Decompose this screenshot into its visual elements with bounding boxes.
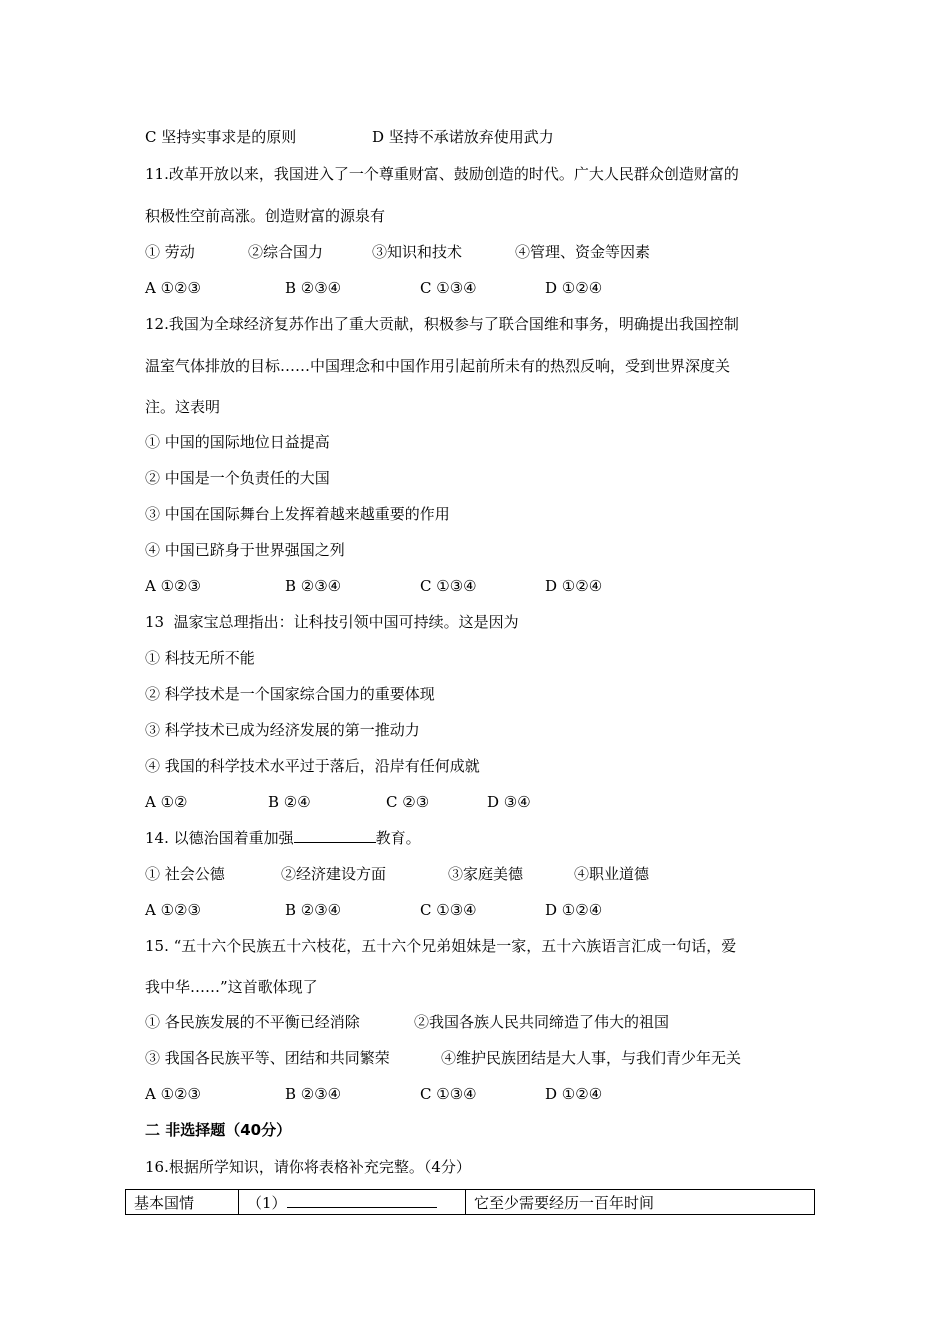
- q12-choice-a: A ①②③: [145, 577, 201, 595]
- q14-blank[interactable]: [294, 828, 376, 843]
- q15-choice-d: D ①②④: [545, 1085, 603, 1103]
- q15-choice-c: C ①③④: [420, 1085, 477, 1103]
- table-cell: 它至少需要经历一百年时间: [466, 1190, 815, 1215]
- table-cell: [239, 1190, 466, 1215]
- q14-stem-a: 14. 以德治国着重加强: [145, 829, 294, 847]
- q12-item: ② 中国是一个负责任的大国: [145, 469, 330, 487]
- q14-item: ②经济建设方面: [281, 865, 387, 883]
- q13-choice-c: C ②③: [386, 793, 430, 811]
- q15-stem-line2: 我中华……”这首歌体现了: [145, 978, 318, 996]
- q12-item: ④ 中国已跻身于世界强国之列: [145, 541, 345, 559]
- q10-option-d: D 坚持不承诺放弃使用武力: [372, 128, 554, 146]
- q14-item: ④职业道德: [574, 865, 650, 883]
- q16-stem: 16.根据所学知识，请你将表格补充完整。（4分）: [145, 1158, 471, 1176]
- q15-item: ④维护民族团结是大人事，与我们青少年无关: [441, 1049, 742, 1067]
- q11-item: ③知识和技术: [372, 243, 463, 261]
- q14-item: ① 社会公德: [145, 865, 225, 883]
- q10-option-c: C 坚持实事求是的原则: [145, 128, 297, 146]
- q11-choice-a: A ①②③: [145, 279, 201, 297]
- q11-item: ① 劳动: [145, 243, 195, 261]
- q12-choice-c: C ①③④: [420, 577, 477, 595]
- q11-item: ④管理、资金等因素: [515, 243, 651, 261]
- table-cell: 基本国情: [126, 1190, 239, 1215]
- q13-item: ② 科学技术是一个国家综合国力的重要体现: [145, 685, 435, 703]
- q14-stem-b: 教育。: [375, 829, 421, 847]
- q13-stem: 13 温家宝总理指出：让科技引领中国可持续。这是因为: [145, 613, 519, 631]
- table-cell-label: （1）: [247, 1193, 287, 1212]
- section-title: 二 非选择题（40分）: [145, 1121, 292, 1139]
- q14-choice-d: D ①②④: [545, 901, 603, 919]
- q12-stem-line1: 12.我国为全球经济复苏作出了重大贡献，积极参与了联合国维和事务，明确提出我国控制: [145, 315, 739, 333]
- q11-stem-line1: 11.改革开放以来，我国进入了一个尊重财富、鼓励创造的时代。广大人民群众创造财富的: [145, 165, 739, 183]
- q16-blank[interactable]: [287, 1193, 437, 1208]
- q15-stem-line1: 15. “五十六个民族五十六枝花，五十六个兄弟姐妹是一家，五十六族语言汇成一句话，爱: [145, 937, 737, 955]
- table-row: [126, 1190, 815, 1215]
- q14-choice-a: A ①②③: [145, 901, 201, 919]
- q14-choice-c: C ①③④: [420, 901, 477, 919]
- q16-table: [125, 1189, 815, 1215]
- q11-choice-c: C ①③④: [420, 279, 477, 297]
- q13-item: ① 科技无所不能: [145, 649, 255, 667]
- q15-item: ③ 我国各民族平等、团结和共同繁荣: [145, 1049, 390, 1067]
- q12-item: ① 中国的国际地位日益提高: [145, 433, 330, 451]
- q12-item: ③ 中国在国际舞台上发挥着越来越重要的作用: [145, 505, 450, 523]
- q14-item: ③家庭美德: [448, 865, 524, 883]
- q11-item: ②综合国力: [248, 243, 324, 261]
- q14-choice-b: B ②③④: [285, 901, 342, 919]
- q11-choice-d: D ①②④: [545, 279, 603, 297]
- q12-stem-line2: 温室气体排放的目标……中国理念和中国作用引起前所未有的热烈反响，受到世界深度关: [145, 357, 731, 375]
- q13-choice-d: D ③④: [487, 793, 531, 811]
- q13-item: ④ 我国的科学技术水平过于落后，沿岸有任何成就: [145, 757, 480, 775]
- q13-choice-b: B ②④: [268, 793, 311, 811]
- q11-choice-b: B ②③④: [285, 279, 342, 297]
- q15-item: ① 各民族发展的不平衡已经消除: [145, 1013, 360, 1031]
- q13-choice-a: A ①②: [145, 793, 188, 811]
- q15-choice-b: B ②③④: [285, 1085, 342, 1103]
- q15-item: ②我国各族人民共同缔造了伟大的祖国: [414, 1013, 670, 1031]
- q12-choice-b: B ②③④: [285, 577, 342, 595]
- q12-stem-line3: 注。这表明: [145, 398, 221, 416]
- q13-item: ③ 科学技术已成为经济发展的第一推动力: [145, 721, 420, 739]
- q11-stem-line2: 积极性空前高涨。创造财富的源泉有: [145, 207, 386, 225]
- q12-choice-d: D ①②④: [545, 577, 603, 595]
- q14-stem: [145, 828, 421, 848]
- q15-choice-a: A ①②③: [145, 1085, 201, 1103]
